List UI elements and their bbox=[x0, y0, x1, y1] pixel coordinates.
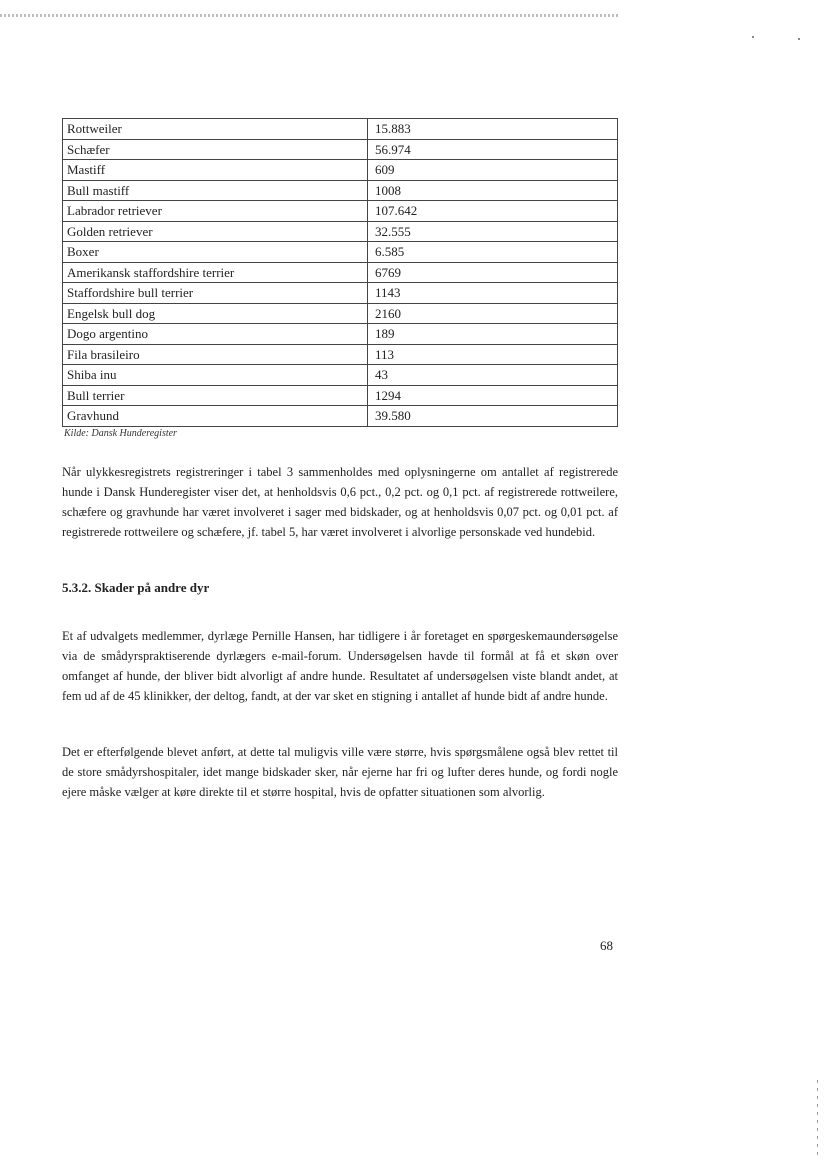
table-row bbox=[63, 119, 618, 140]
breed-name-cell: Schæfer bbox=[63, 139, 368, 160]
scan-artifact-top bbox=[0, 14, 620, 17]
page-number: 68 bbox=[600, 938, 613, 953]
breed-name-cell: Engelsk bull dog bbox=[63, 303, 368, 324]
table-row bbox=[63, 365, 618, 386]
table-row bbox=[63, 221, 618, 242]
breed-registration-table bbox=[62, 118, 618, 427]
table-row bbox=[63, 201, 618, 222]
table-row bbox=[63, 344, 618, 365]
table-row bbox=[63, 242, 618, 263]
breed-name-cell: Rottweiler bbox=[63, 119, 368, 140]
breed-name-cell: Boxer bbox=[63, 242, 368, 263]
breed-count-cell: 1294 bbox=[368, 385, 618, 406]
breed-name-cell: Gravhund bbox=[63, 406, 368, 427]
table-row bbox=[63, 406, 618, 427]
table-source: Kilde: Dansk Hunderegister bbox=[64, 428, 177, 439]
paragraph-survey-followup: Det er efterfølgende blevet anført, at dette tal muligvis ville være større, hvis spørgsmålene også blev rettet til de store smådyrshospitaler, idet mange bidskader sker, når ejerne har fri og lufter deres hunde, og fordi nogle ejere måske vælger at køre direkte til et større hospital, hvis de opfatter situationen som alvorlig. bbox=[62, 745, 618, 799]
breed-count-cell: 189 bbox=[368, 324, 618, 345]
paragraph-bite-statistics: Når ulykkesregistrets registreringer i tabel 3 sammenholdes med oplysningerne om antallet af registrerede hunde i Dansk Hunderegister viser det, at henholdsvis 0,6 pct., 0,2 pct. og 0,1 pct. af registrerede rottweilere, schæfere og gravhunde har været involveret i sager med bidskader, og at henholdsvis 0,07 pct. og 0,01 pct. af registrerede rottweilere og schæfere, jf. tabel 5, har været involveret i alvorlige personskade ved hundebid. bbox=[62, 465, 618, 539]
breed-name-cell: Labrador retriever bbox=[63, 201, 368, 222]
paragraph-survey: Et af udvalgets medlemmer, dyrlæge Pernille Hansen, har tidligere i år foretaget en spørgeskemaundersøgelse via de smådyrspraktiserende dyrlægers e-mail-forum. Undersøgelsen havde til formål at få et skøn over omfanget af hunde, der bliver bidt alvorligt af andre hunde. Resultatet af undersøgelsen viste blandt andet, at fem ud af de 45 klinikker, der deltog, fandt, at der var sket en stigning i antallet af hunde bidt af andre hunde. bbox=[62, 629, 618, 703]
table-row bbox=[63, 262, 618, 283]
breed-count-cell: 107.642 bbox=[368, 201, 618, 222]
section-heading: 5.3.2. Skader på andre dyr bbox=[62, 580, 210, 595]
breed-name-cell: Golden retriever bbox=[63, 221, 368, 242]
breed-count-cell: 609 bbox=[368, 160, 618, 181]
breed-count-cell: 113 bbox=[368, 344, 618, 365]
table-row bbox=[63, 139, 618, 160]
scan-speck bbox=[752, 36, 754, 38]
breed-name-cell: Bull terrier bbox=[63, 385, 368, 406]
breed-count-cell: 2160 bbox=[368, 303, 618, 324]
table-row bbox=[63, 324, 618, 345]
table-row bbox=[63, 283, 618, 304]
scan-artifact-right bbox=[817, 1080, 818, 1160]
breed-name-cell: Amerikansk staffordshire terrier bbox=[63, 262, 368, 283]
breed-count-cell: 39.580 bbox=[368, 406, 618, 427]
table-row bbox=[63, 160, 618, 181]
table-row bbox=[63, 180, 618, 201]
breed-count-cell: 1008 bbox=[368, 180, 618, 201]
scan-speck bbox=[798, 38, 800, 40]
breed-count-cell: 32.555 bbox=[368, 221, 618, 242]
breed-name-cell: Dogo argentino bbox=[63, 324, 368, 345]
breed-count-cell: 6.585 bbox=[368, 242, 618, 263]
breed-name-cell: Mastiff bbox=[63, 160, 368, 181]
breed-name-cell: Bull mastiff bbox=[63, 180, 368, 201]
breed-name-cell: Staffordshire bull terrier bbox=[63, 283, 368, 304]
breed-count-cell: 1143 bbox=[368, 283, 618, 304]
table-row bbox=[63, 385, 618, 406]
breed-name-cell: Shiba inu bbox=[63, 365, 368, 386]
breed-count-cell: 6769 bbox=[368, 262, 618, 283]
breed-name-cell: Fila brasileiro bbox=[63, 344, 368, 365]
table-row bbox=[63, 303, 618, 324]
breed-count-cell: 56.974 bbox=[368, 139, 618, 160]
breed-count-cell: 15.883 bbox=[368, 119, 618, 140]
breed-count-cell: 43 bbox=[368, 365, 618, 386]
